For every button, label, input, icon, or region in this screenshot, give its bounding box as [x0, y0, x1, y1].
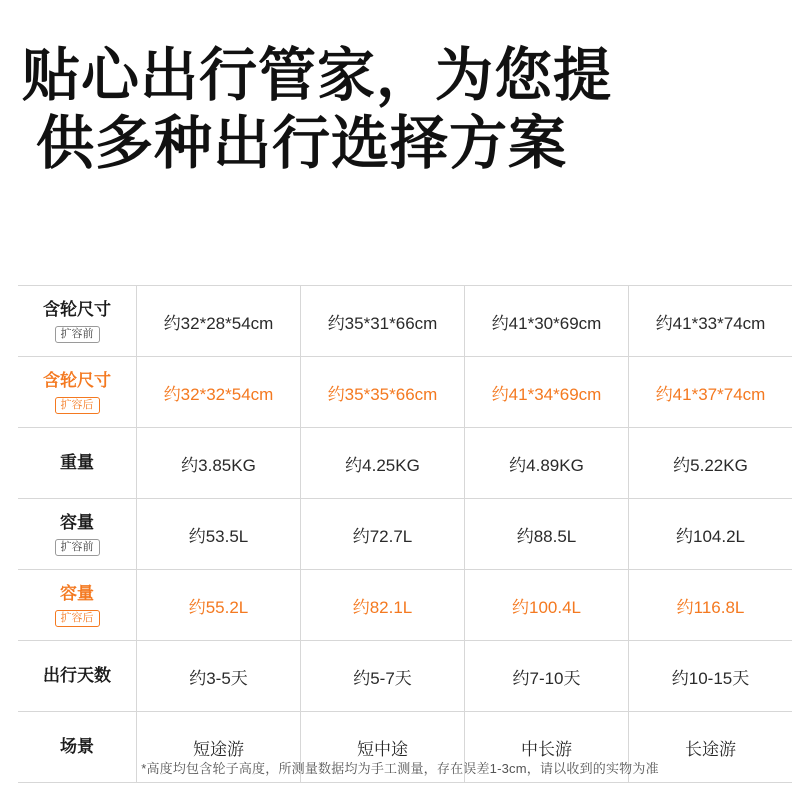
table-cell: 约4.89KG	[465, 428, 629, 499]
table-cell: 约41*34*69cm	[465, 357, 629, 428]
table-cell: 约35*35*66cm	[301, 357, 465, 428]
table-cell: 约3.85KG	[137, 428, 301, 499]
table-cell: 约53.5L	[137, 499, 301, 570]
table-cell: 约116.8L	[629, 570, 793, 641]
table-cell: 约82.1L	[301, 570, 465, 641]
row-label-text: 场景	[60, 737, 94, 757]
table-cell: 约55.2L	[137, 570, 301, 641]
table-cell: 约10-15天	[629, 641, 793, 712]
row-label	[18, 286, 137, 357]
row-label-tag: 扩容前	[55, 539, 100, 556]
row-label	[18, 357, 137, 428]
table-cell: 约41*33*74cm	[629, 286, 793, 357]
row-label	[18, 570, 137, 641]
row-label	[18, 499, 137, 570]
row-label-text: 含轮尺寸	[43, 300, 111, 320]
table-cell: 短途游	[137, 712, 301, 783]
table-cell: 约41*30*69cm	[465, 286, 629, 357]
table-cell: 约41*37*74cm	[629, 357, 793, 428]
table-row	[18, 570, 792, 641]
table-cell: 约7-10天	[465, 641, 629, 712]
table-cell: 长途游	[629, 712, 793, 783]
table-cell: 约72.7L	[301, 499, 465, 570]
table-cell: 约104.2L	[629, 499, 793, 570]
table-cell: 短中途	[301, 712, 465, 783]
table-row	[18, 641, 792, 712]
table-row	[18, 499, 792, 570]
row-label-text: 容量	[60, 513, 94, 533]
page-title-line-1: 贴心出行管家，为您提	[22, 43, 613, 108]
table-row	[18, 428, 792, 499]
footnote: *高度均包含轮子高度，所测量数据均为手工测量，存在误差1-3cm，请以收到的实物为准	[141, 761, 659, 776]
table-cell: 约3-5天	[137, 641, 301, 712]
table-row	[18, 286, 792, 357]
table-cell: 约5-7天	[301, 641, 465, 712]
table-cell: 中长游	[465, 712, 629, 783]
row-label-text: 重量	[60, 453, 94, 473]
table-cell: 约4.25KG	[301, 428, 465, 499]
table-cell: 约32*28*54cm	[137, 286, 301, 357]
table-cell: 约88.5L	[465, 499, 629, 570]
row-label-text: 出行天数	[43, 666, 111, 686]
page-title	[22, 42, 782, 179]
table-row	[18, 357, 792, 428]
row-label-text: 容量	[60, 584, 94, 604]
table-cell: 约35*31*66cm	[301, 286, 465, 357]
row-label-tag: 扩容后	[55, 610, 100, 627]
row-label-tag: 扩容后	[55, 397, 100, 414]
row-label-text: 含轮尺寸	[43, 371, 111, 391]
table-cell: 约32*32*54cm	[137, 357, 301, 428]
row-label	[18, 428, 137, 499]
row-label-tag: 扩容前	[55, 326, 100, 343]
page-title-line-2: 供多种出行选择方案	[36, 111, 568, 177]
spec-table	[18, 285, 792, 783]
row-label	[18, 641, 137, 712]
table-cell: 约100.4L	[465, 570, 629, 641]
table-cell: 约5.22KG	[629, 428, 793, 499]
